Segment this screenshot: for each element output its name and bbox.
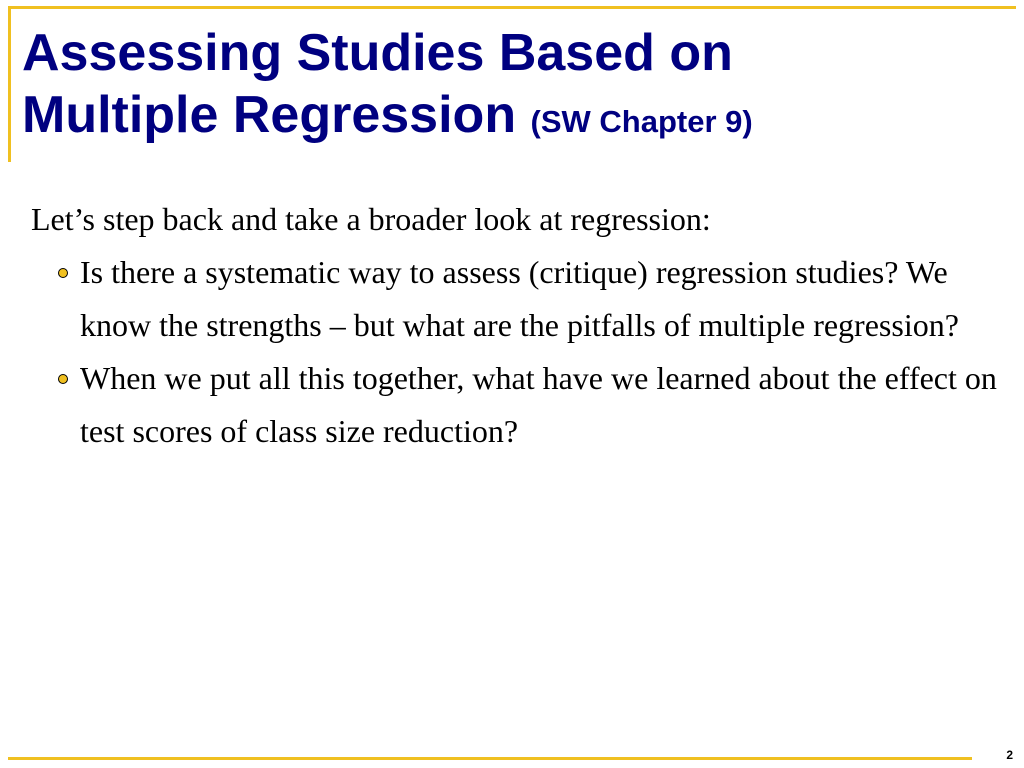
bullet-dot-icon xyxy=(58,268,68,278)
bullet-item xyxy=(31,352,1001,458)
page-number: 2 xyxy=(1006,748,1013,762)
bullet-dot-icon xyxy=(58,374,68,384)
bullet-text: When we put all this together, what have we learned about the effect on test scores of class size reduction? xyxy=(80,360,997,449)
intro-text: Let’s step back and take a broader look at regression: xyxy=(31,201,711,237)
slide-body xyxy=(31,193,1001,458)
bullet-text: Is there a systematic way to assess (critique) regression studies? We know the strengths – but what are the pitfalls of multiple regression? xyxy=(80,254,959,343)
top-accent-rule xyxy=(8,6,1016,9)
title-line-2: Multiple Regression xyxy=(22,86,517,144)
title-subtitle: (SW Chapter 9) xyxy=(530,104,753,139)
bottom-accent-rule xyxy=(8,757,972,760)
bullet-list xyxy=(31,246,1001,458)
slide-title xyxy=(22,22,982,153)
left-accent-rule xyxy=(8,6,11,162)
title-line-1: Assessing Studies Based on xyxy=(22,24,733,82)
bullet-item xyxy=(31,246,1001,352)
